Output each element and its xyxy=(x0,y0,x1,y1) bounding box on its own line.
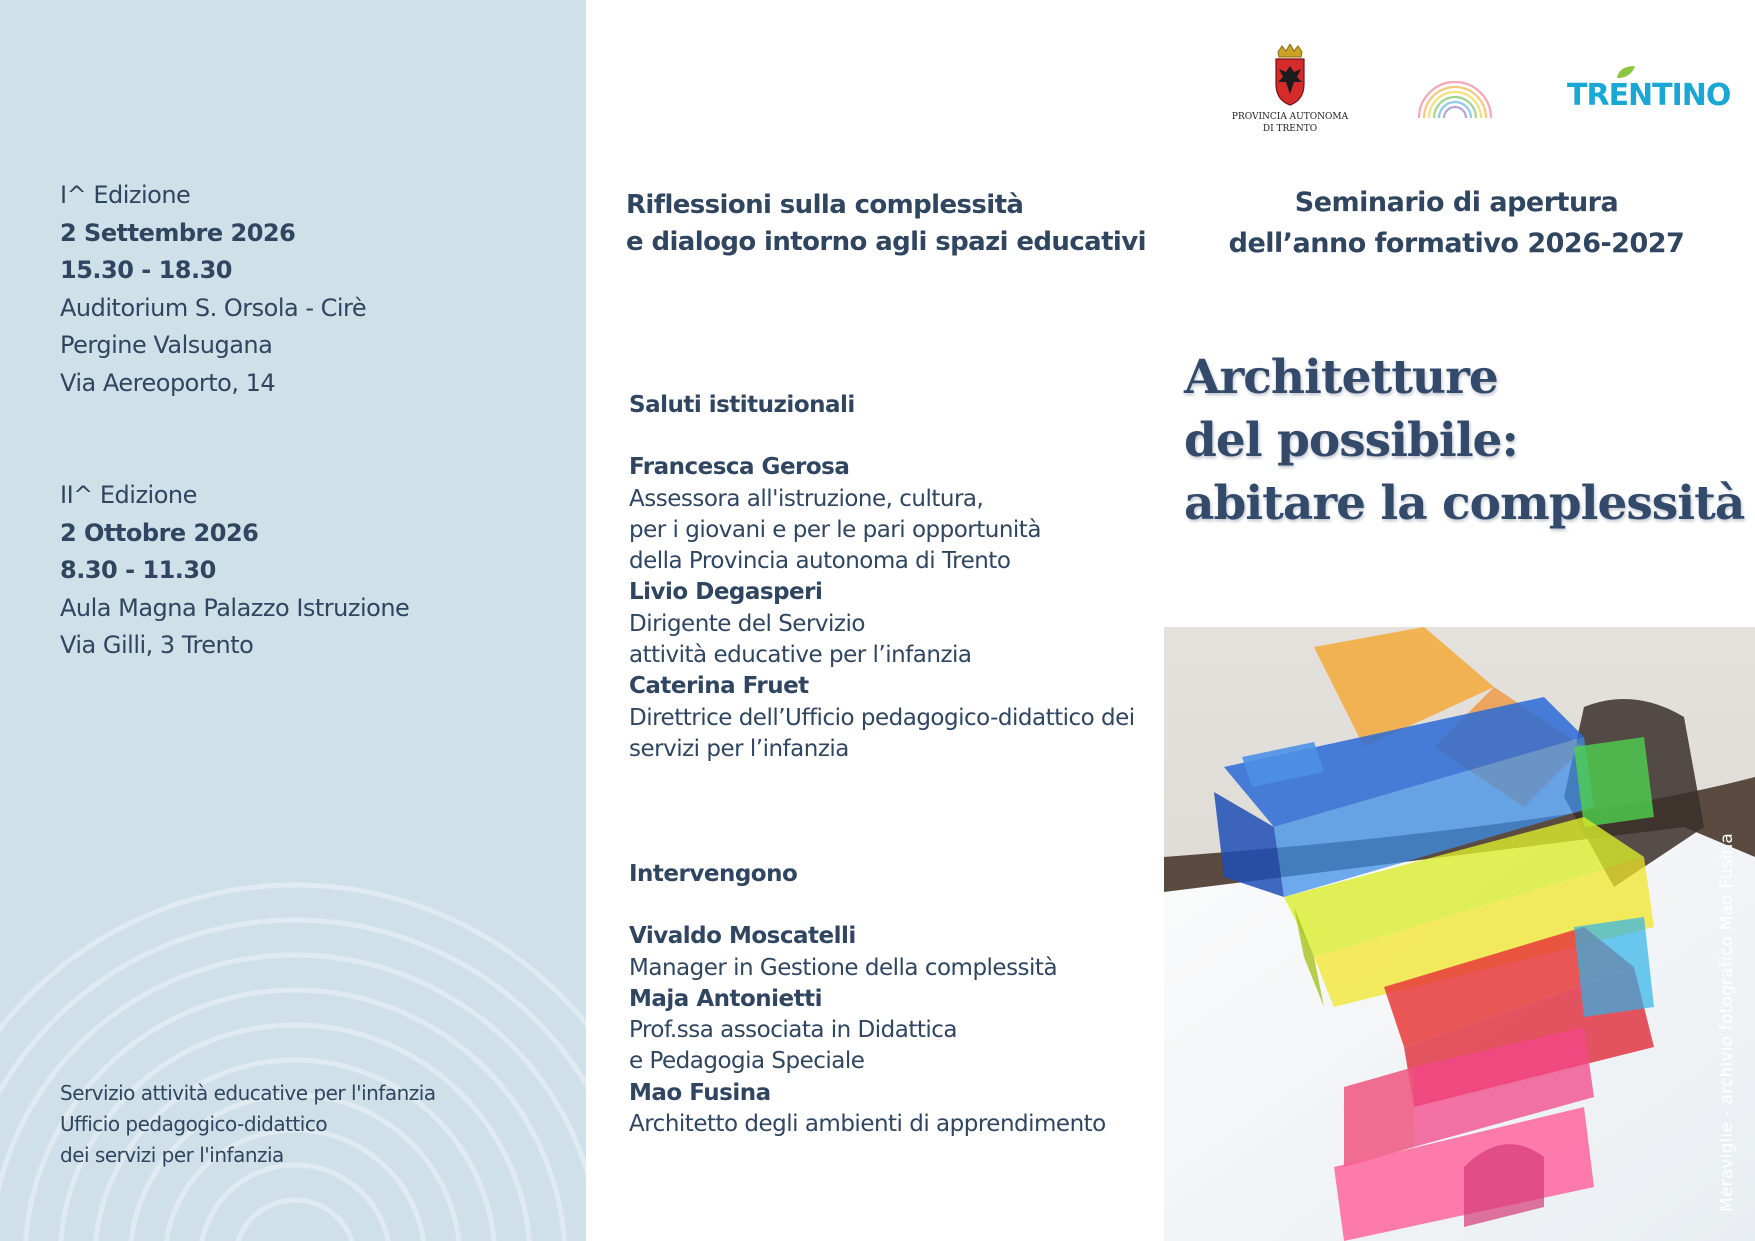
speaker-role: Prof.ssa associata in Didattica xyxy=(629,1017,958,1044)
edition-2-date: 2 Ottobre 2026 xyxy=(60,518,259,547)
edition-2-time: 8.30 - 11.30 xyxy=(60,556,216,584)
rainbow-logo-icon xyxy=(1415,60,1495,120)
pat-name-line: DI TRENTO xyxy=(1262,124,1318,134)
edition-2-venue: Aula Magna Palazzo Istruzione xyxy=(60,593,410,622)
speaker-role: attività educative per l’infanzia xyxy=(629,642,972,669)
coat-of-arms-icon xyxy=(1270,44,1310,106)
provincia-trento-logo xyxy=(1230,44,1350,134)
greetings-section xyxy=(629,390,1135,765)
edition-1-venue: Auditorium S. Orsola - Cirè xyxy=(60,293,367,322)
edition-1-label: I^ Edizione xyxy=(60,181,191,209)
seminar-heading xyxy=(1200,182,1713,264)
edition-1-date: 2 Settembre 2026 xyxy=(60,218,296,247)
speaker-role: della Provincia autonoma di Trento xyxy=(629,548,1011,575)
speaker-name: Livio Degasperi xyxy=(629,579,823,606)
photo-credit: Meraviglie - archivio fotografico Mao Fusina xyxy=(1717,832,1737,1212)
title-line: del possibile: xyxy=(1184,413,1518,468)
speaker-name: Vivaldo Moscatelli xyxy=(629,923,856,950)
title-line: abitare la complessità xyxy=(1184,476,1745,531)
speaker-name: Caterina Fruet xyxy=(629,673,809,700)
edition-1-info xyxy=(60,177,366,402)
colored-blocks-photo xyxy=(1164,627,1755,1241)
speaker-role: Dirigente del Servizio xyxy=(629,610,865,637)
speakers-heading: Intervengono xyxy=(629,861,798,887)
leaf-icon xyxy=(1615,64,1637,80)
speaker-role: e Pedagogia Speciale xyxy=(629,1048,865,1075)
subtitle-line: Riflessioni sulla complessità xyxy=(626,190,1024,220)
event-subtitle xyxy=(626,187,1146,261)
speaker-role: Assessora all'istruzione, cultura, xyxy=(629,485,984,512)
speakers-section xyxy=(629,859,1106,1140)
greetings-heading: Saluti istituzionali xyxy=(629,392,855,418)
seminar-line: dell’anno formativo 2026-2027 xyxy=(1228,228,1685,259)
organizer-footer xyxy=(60,1078,436,1171)
translucent-blocks-image xyxy=(1164,627,1755,1241)
speaker-role: per i giovani e per le pari opportunità xyxy=(629,516,1041,543)
edition-1-address: Via Aereoporto, 14 xyxy=(60,368,276,397)
logos-bar xyxy=(1230,44,1731,134)
speaker-role: Architetto degli ambienti di apprendimento xyxy=(629,1111,1106,1138)
edition-1-time: 15.30 - 18.30 xyxy=(60,256,232,284)
speaker-name: Francesca Gerosa xyxy=(629,454,850,481)
speaker-name: Maja Antonietti xyxy=(629,985,823,1012)
organizer-line: Ufficio pedagogico-didattico xyxy=(60,1112,328,1136)
subtitle-line: e dialogo intorno agli spazi educativi xyxy=(626,227,1146,257)
trentino-wordmark: TRENTINO xyxy=(1567,78,1731,113)
trentino-logo xyxy=(1567,78,1730,113)
speaker-role: servizi per l’infanzia xyxy=(629,735,849,762)
edition-1-town: Pergine Valsugana xyxy=(60,331,273,359)
speaker-name: Mao Fusina xyxy=(629,1079,771,1106)
title-line: Architetture xyxy=(1184,350,1498,405)
edition-2-label: II^ Edizione xyxy=(60,481,197,509)
main-title xyxy=(1184,346,1744,535)
edition-2-address: Via Gilli, 3 Trento xyxy=(60,631,254,659)
speaker-role: Direttrice dell’Ufficio pedagogico-didattico dei xyxy=(629,704,1135,731)
seminar-line: Seminario di apertura xyxy=(1294,187,1619,218)
organizer-line: Servizio attività educative per l'infanzia xyxy=(60,1081,436,1105)
pat-name-line: PROVINCIA AUTONOMA xyxy=(1231,112,1349,122)
edition-2-info xyxy=(60,477,409,665)
speaker-role: Manager in Gestione della complessità xyxy=(629,954,1058,981)
organizer-line: dei servizi per l'infanzia xyxy=(60,1143,284,1167)
left-panel xyxy=(0,0,586,1241)
